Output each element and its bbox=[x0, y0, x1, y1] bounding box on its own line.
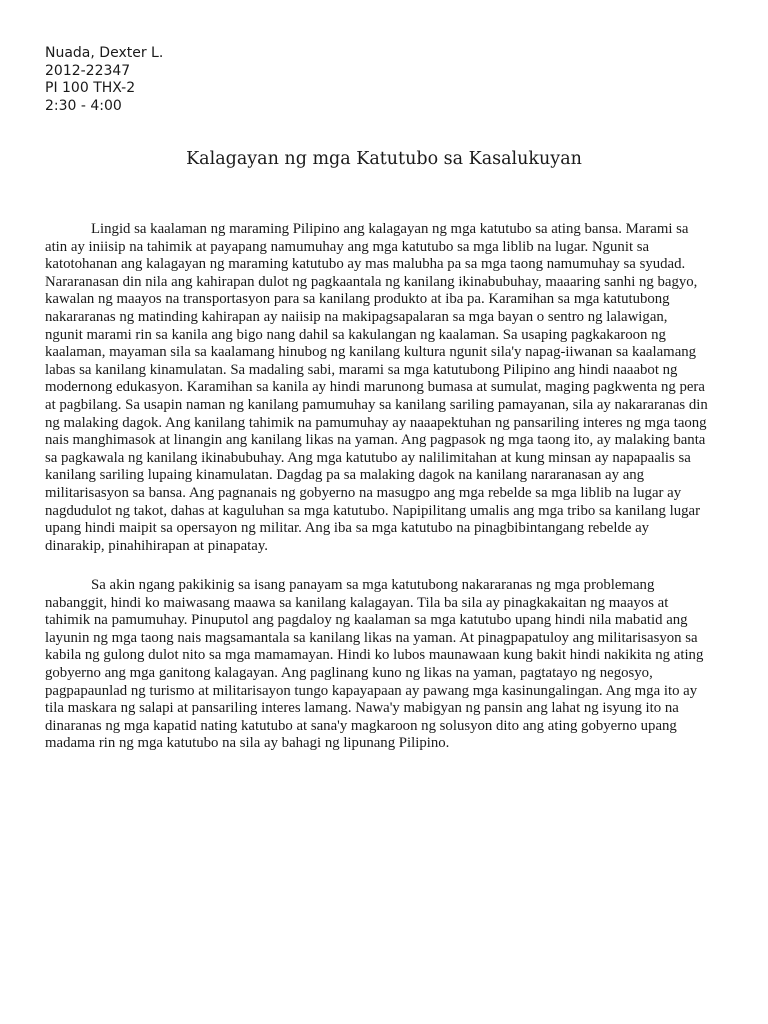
text-line: dinarakip, pinahihirapan at pinapatay. bbox=[45, 537, 268, 554]
text-line: atin ay iniisip na tahimik at payapang namumuhay ang mga katutubo sa mga liblib na lugar. Ngunit sa bbox=[45, 238, 650, 255]
text-line: tila maskara ng salapi at pansariling interes lamang. Nawa'y mabigyan ng pansin ang lahat ng isyung ito na bbox=[45, 700, 679, 717]
text-line: Sa akin ngang pakikinig sa isang panayam sa mga katutubong nakararanas ng mga problemang bbox=[91, 577, 655, 593]
class-schedule: 2:30 - 4:00 bbox=[45, 97, 122, 114]
text-line: ngunit marami rin sa kanila ang bigo nang dahil sa kakulangan ng kaalaman. Sa usaping pagkakaroon ng bbox=[45, 326, 666, 343]
paragraph-lines bbox=[45, 221, 725, 555]
text-line: Nararanasan din nila ang kahirapan dulot ng pagkaantala ng kanilang ikinabubuhay, maaaring sanhi ng bagyo, bbox=[45, 273, 698, 290]
text-line: dinaranas ng mga kapatid nating katutubo at sana'y magkaroon ng solusyon dito ang ating gobyerno upang bbox=[45, 717, 677, 734]
text-line: kabila ng gulong dulot nito sa mga mamamayan. Hindi ko lubos maunawaan kung bakit hindi nakikita ng ating bbox=[45, 647, 704, 664]
text-line: gobyerno ang mga ganitong kalagayan. Ang paglinang kuno ng likas na yaman, pagtatayo ng negosyo, bbox=[45, 664, 653, 681]
text-line: upang hindi maipit sa opersayon ng militar. Ang iba sa mga katutubo na pinagbibintangang rebelde ay bbox=[45, 520, 650, 537]
author-header bbox=[45, 45, 163, 115]
text-line: nakararanas ng matinding kahirapan ay naiisip na makipagsapalaran sa mga bayan o sentro ng lalawigan, bbox=[45, 308, 668, 325]
text-line: kawalan ng maayos na transportasyon para sa kanilang produkto at iba pa. Karamihan sa mga katutubong bbox=[45, 291, 670, 308]
student-number: 2012-22347 bbox=[45, 62, 131, 79]
essay-paragraph-1 bbox=[45, 221, 725, 555]
text-line: modernong edukasyon. Karamihan sa kanila ay hindi marunong bumasa at sumulat, maging pagkwenta ng pera bbox=[45, 379, 705, 396]
text-line: nagdudulot ng takot, dahas at kaguluhan sa mga katutubo. Napipilitang umalis ang mga tribo sa kanilang lugar bbox=[45, 502, 701, 519]
text-line: nabanggit, hindi ko maiwasang maawa sa kanilang kalagayan. Tila ba sila ay pinagkakaitan ng maayos at bbox=[45, 594, 669, 611]
text-line: nais manghimasok at linangin ang kanilang likas na yaman. Ang pagpasok ng mga taong ito, ay malaking banta bbox=[45, 432, 706, 449]
text-line: kanilang sariling lupaing kinamulatan. Dagdag pa sa malaking dagok na kanilang nararanasan ay ang bbox=[45, 467, 645, 484]
essay-title: Kalagayan ng mga Katutubo sa Kasalukuyan bbox=[186, 149, 582, 169]
text-line: sa pagkawala ng kanilang ikinabubuhay. Ang mga katutubo ay nalilimitahan at kung minsan ay napapaalis sa bbox=[45, 449, 691, 466]
text-line: kaalaman, mayaman sila sa kaalamang hinubog ng kanilang kultura ngunit sila'y napag-iiwanan sa kaalamang bbox=[45, 344, 697, 361]
text-line: labas sa kanilang kinamulatan. Sa madaling sabi, marami sa mga katutubong Pilipino ang hindi naaabot ng bbox=[45, 361, 678, 378]
text-line: militarisasyon sa bansa. Ang pagnanais ng gobyerno na masugpo ang mga rebelde sa mga liblib na lugar ay bbox=[45, 484, 682, 501]
course-section: PI 100 THX-2 bbox=[45, 80, 136, 96]
text-line: katotohanan ang kalagayan ng maraming katutubo ay mas malubha pa sa mga taong namumuhay sa syudad. bbox=[45, 256, 686, 273]
text-line: ng malaking dagok. Ang kanilang tahimik na pamumuhay ay naaapektuhan ng pansariling interes ng mga taong bbox=[45, 414, 707, 431]
text-line: tahimik na pamumuhay. Pinuputol ang pagdaloy ng kaalaman sa mga katutubo upang hindi nila mabatid ang bbox=[45, 612, 688, 629]
text-line: Lingid sa kaalaman ng maraming Pilipino ang kalagayan ng mga katutubo sa ating bansa. Marami sa bbox=[91, 221, 689, 237]
text-line: layunin ng mga taong nais magsamantala sa kanilang likas na yaman. At pinagpapatuloy ang militarisasyon sa bbox=[45, 629, 698, 646]
paragraph-lines bbox=[45, 577, 725, 753]
text-line: pagpapaunlad ng turismo at militarisayon tungo kapayapaan ay pawang mga kasinungalingan. Ang mga ito ay bbox=[45, 682, 698, 699]
essay-paragraph-2 bbox=[45, 577, 725, 753]
text-line: at pagbilang. Sa usapin naman ng kanilang pamumuhay sa kanilang sariling pamayanan, sila ay nakararanas din bbox=[45, 396, 708, 413]
text-line: madama rin ng mga katutubo na sila ay bahagi ng lipunang Pilipino. bbox=[45, 735, 450, 752]
author-name: Nuada, Dexter L. bbox=[45, 45, 164, 61]
